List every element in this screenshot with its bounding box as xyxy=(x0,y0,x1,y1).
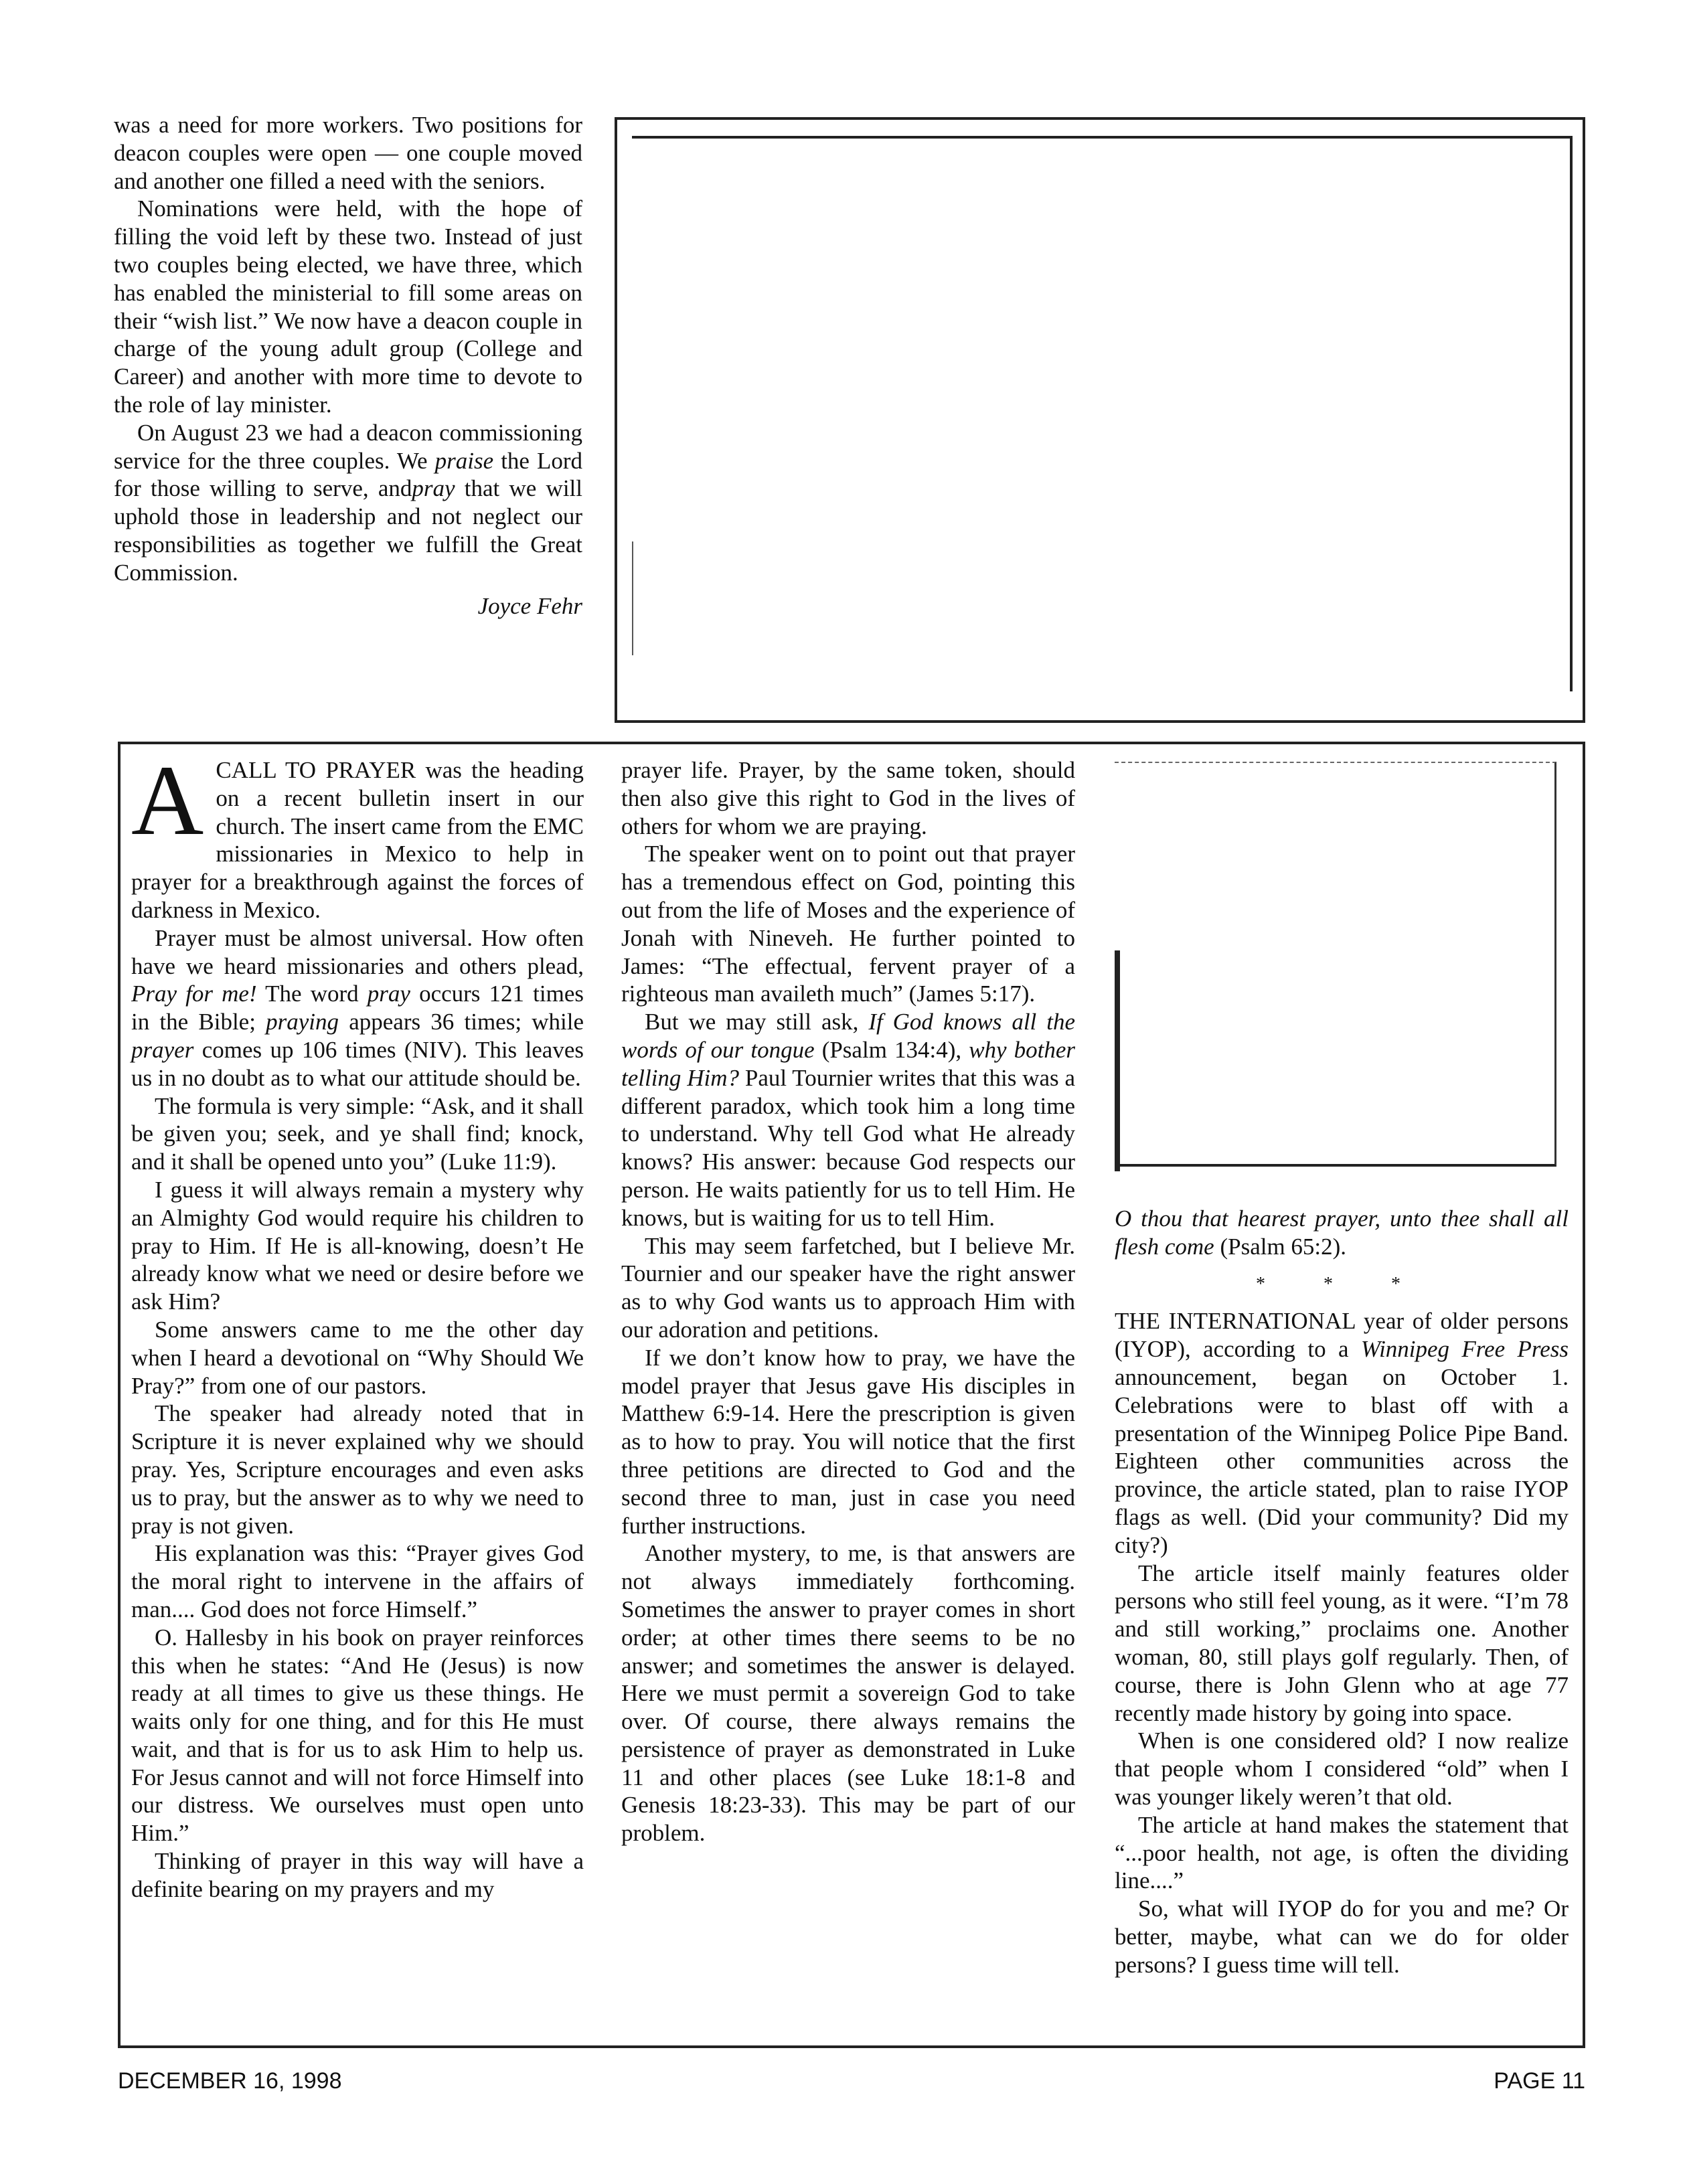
top-article-paragraph-3: On August 23 we had a deacon commissioning service for the three couples. We praise the Lord for those willing to serve, andpray that we will uphold those in leadership and not neglect our responsibilities as together we fulfill the Great Commission. xyxy=(114,419,583,586)
drop-cap: A xyxy=(131,745,204,856)
prayer-photo xyxy=(1115,762,1556,1167)
prayer-paragraph: O. Hallesby in his book on prayer reinforces this when he states: “And He (Jesus) is now ready at all times to give us these things. He waits only for one thing, and for this He must wait, and that is for us to ask Him to help us. For Jesus cannot and will not force Himself into our distress. We ourselves must open unto Him.” xyxy=(131,1624,584,1847)
prayer-paragraph: The formula is very simple: “Ask, and it shall be given you; seek, and ye shall find; knock, and it shall be opened unto you” (Luke 11:9). xyxy=(131,1092,584,1175)
top-article-signature: Joyce Fehr xyxy=(477,592,582,619)
prayer-paragraph-2: Prayer must be almost universal. How often have we heard missionaries and others plead, Pray for me! The word pray occurs 121 times in the Bible; praying appears 36 times; while prayer comes up 106 times (NIV). This leaves us in no doubt as to what our attitude should be. xyxy=(131,924,584,1091)
prayer-paragraph: If we don’t know how to pray, we have the model prayer that Jesus gave His disciples in Matthew 6:9-14. Here the prescription is given as to how to pray. You will notice that the first three petitions are directed to God and the second three to man, just in case you need further instructions. xyxy=(621,1344,1075,1539)
prayer-paragraph: The speaker had already noted that in Scripture it is never explained why we should pray. Yes, Scripture encourages and even asks us to pray, but the answer as to why we need to pray is not given. xyxy=(131,1400,584,1539)
section-separator: * * * xyxy=(1256,1273,1427,1294)
prayer-column-2 xyxy=(621,756,1075,1847)
top-photo xyxy=(632,136,1573,691)
footer-date: DECEMBER 16, 1998 xyxy=(118,2068,342,2094)
footer-page-number: PAGE 11 xyxy=(1494,2068,1585,2094)
top-article-paragraph-1: was a need for more workers. Two positions for deacon couples were open — one couple moved and another one filled a need with the seniors. xyxy=(114,112,582,194)
prayer-paragraph: His explanation was this: “Prayer gives God the moral right to intervene in the affairs of man.... God does not force Himself.” xyxy=(131,1540,584,1622)
prayer-column-1 xyxy=(131,745,584,1904)
prayer-paragraph: This may seem farfetched, but I believe Mr. Tournier and our speaker have the right answer as to why God wants us to approach Him with our adoration and petitions. xyxy=(621,1232,1075,1343)
iyop-paragraph: So, what will IYOP do for you and me? Or better, maybe, what can we do for older persons? I guess time will tell. xyxy=(1115,1896,1569,1978)
prayer-paragraph: The speaker went on to point out that prayer has a tremendous effect on God, pointing this out from the life of Moses and the experience of Jonah with Nineveh. He further pointed to James: “The effectual, fervent prayer of a righteous man availeth much” (James 5:17). xyxy=(621,841,1075,1007)
iyop-paragraph-1: THE INTERNATIONAL year of older persons (IYOP), according to a Winnipeg Free Press announcement, began on October 1. Celebrations were to blast off with a presentation of the Winnipeg Police Pipe Band. Eighteen other communities across the province, the article stated, plan to raise IYOP flags as well. (Did your community? Did my city?) xyxy=(1115,1308,1569,1558)
prayer-photo-left-edge xyxy=(1115,950,1120,1171)
top-photo-frame xyxy=(615,117,1585,723)
prayer-paragraph: prayer life. Prayer, by the same token, should then also give this right to God in the lives of others for whom we are praying. xyxy=(621,757,1075,839)
prayer-paragraph-tournier: But we may still ask, If God knows all the words of our tongue (Psalm 134:4), why bother telling Him? Paul Tournier writes that this was a different paradox, which took him a long time to understand. Why tell God what He already knows? His answer: because God respects our person. He waits patiently for us to tell Him. He knows, but is waiting for us to tell Him. xyxy=(621,1009,1076,1231)
iyop-paragraph: The article at hand makes the statement that “...poor health, not age, is often the dividing line....” xyxy=(1115,1811,1569,1894)
top-article-paragraph-2: Nominations were held, with the hope of filling the void left by these two. Instead of just two couples being elected, we have three, which has enabled the ministerial to fill some areas on their “wish list.” We now have a deacon couple in charge of the young adult group (College and Career) and another with more time to devote to the role of lay minister. xyxy=(114,195,582,418)
top-photo-left-edge xyxy=(632,541,633,655)
iyop-paragraph: When is one considered old? I now realize that people whom I considered “old” when I was younger likely weren’t that old. xyxy=(1115,1728,1569,1810)
prayer-paragraph: Another mystery, to me, is that answers are not always immediately forthcoming. Sometimes the answer to prayer comes in short order; at other times there seems to be no answer; and sometimes the answer is delayed. Here we must permit a sovereign God to take over. Of course, there always remains the persistence of prayer as demonstrated in Luke 11 and other places (see Luke 18:1-8 and Genesis 18:23-33). This may be part of our problem. xyxy=(621,1540,1075,1847)
prayer-paragraph: Thinking of prayer in this way will have a definite bearing on my prayers and my xyxy=(131,1848,584,1902)
top-article xyxy=(114,111,582,620)
prayer-paragraph: I guess it will always remain a mystery why an Almighty God would require his children to pray to Him. If He is all-knowing, doesn’t He already know what we need or desire before we ask Him? xyxy=(131,1176,584,1315)
prayer-paragraph: Some answers came to me the other day when I heard a devotional on “Why Should We Pray?” from one of our pastors. xyxy=(131,1316,584,1399)
right-column xyxy=(1115,1205,1569,1979)
iyop-paragraph: The article itself mainly features older persons who still feel young, as it were. “I’m 78 and still working,” proclaims one. Another woman, 80, still plays golf regularly. Then, of course, there is John Glenn who at age 77 recently made history by going into space. xyxy=(1115,1560,1569,1726)
photo-caption: O thou that hearest prayer, unto thee shall all flesh come (Psalm 65:2). xyxy=(1115,1205,1569,1260)
prayer-intro-paragraph: ACALL TO PRAYER was the heading on a recent bulletin insert in our church. The insert came from the EMC missionaries in Mexico to help in prayer for a breakthrough against the forces of darkness in Mexico. xyxy=(131,745,584,923)
